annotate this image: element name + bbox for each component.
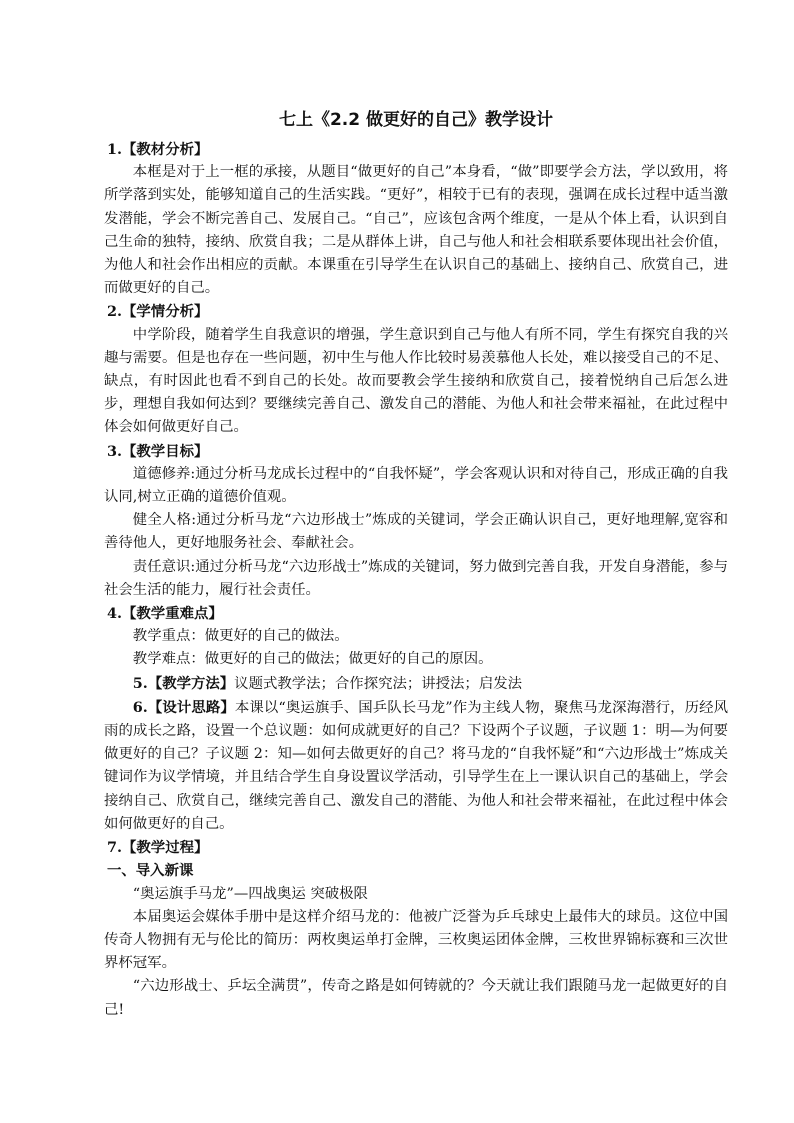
key-point: 教学重点：做更好的自己的做法。 bbox=[132, 628, 349, 645]
goal-moral: 道德修养:通过分析马龙成长过程中的“自我怀疑”，学会客观认识和对待自己，形成正确的自我认同,树立正确的道德价值观。 bbox=[104, 465, 728, 506]
section-heading-teaching-process: 7.【教学过程】 bbox=[107, 839, 209, 857]
section-heading-textbook-analysis: 1.【教材分析】 bbox=[107, 141, 209, 158]
student-analysis-body: 中学阶段，随着学生自我意识的增强，学生意识到自己与他人有所不同，学生有探究自我的兴趣与需要。但是也存在一些问题，初中生与他人作比较时易羡慕他人长处，难以接受自己的不足、缺点，有时因此也看不到自己的长处。故而要教会学生接纳和欣赏自己，接着悦纳自己后怎么进步，理想自我如何达到？要继续完善自己、激发自己的潜能、为他人和社会带来福祉，在此过程中体会如何做更好自己。 bbox=[104, 326, 728, 436]
teaching-methods-body: 议题式教学法；合作探究法；讲授法；启发法 bbox=[234, 675, 522, 692]
design-idea-paragraph bbox=[104, 696, 728, 836]
intro-paragraph-1: 本届奥运会媒体手册中是这样介绍马龙的：他被广泛誉为乒乓球史上最伟大的球员。这位中国传奇人物拥有无与伦比的简历：两枚奥运单打金牌，三枚奥运团体金牌，三枚世界锦标赛和三次世界杯冠军。 bbox=[104, 908, 728, 972]
section-heading-student-analysis: 2.【学情分析】 bbox=[107, 303, 209, 321]
design-idea-body: 本课以“奥运旗手、国乒队长马龙”作为主线人物，聚焦马龙深海潜行，历经风雨的成长之路，设置一个总议题：如何成就更好的自己？下设两个子议题，子议题 1：明—为何要做更好的自己？子议题 2：知—如何去做更好的自己？将马龙的“自我怀疑”和“六边形战士”炼成关键词作为议学情境，并且结合学生自身设置议学活动，引导学生在上一课认识自己的基础上，学会接纳自己、欣赏自己，继续完善自己、激发自己的潜能、为他人和社会带来福祉，在此过程中体会如何做更好的自己。 bbox=[104, 699, 728, 832]
document-title: 七上《2.2 做更好的自己》教学设计 bbox=[278, 110, 554, 130]
textbook-analysis-body: 本框是对于上一框的承接，从题目“做更好的自己”本身看，“做”即要学会方法，学以致用，将所学落到实处，能够知道自己的生活实践。“更好”，相较于已有的表现，强调在成长过程中适当激发潜能，学会不断完善自己、发展自己。“自己”，应该包含两个维度，一是从个体上看，认识到自己生命的独特，接纳、欣赏自我；二是从群体上讲，自己与他人和社会相联系要体现出社会价值，为他人和社会作出相应的贡献。本课重在引导学生在认识自己的基础上、接纳自己、欣赏自己，进而做更好的自己。 bbox=[104, 164, 728, 297]
goal-personality: 健全人格:通过分析马龙“六边形战士”炼成的关键词，学会正确认识自己，更好地理解,宽容和善待他人，更好地服务社会、奉献社会。 bbox=[104, 512, 728, 552]
intro-paragraph-2: “六边形战士、乒坛全满贯”，传奇之路是如何铸就的？今天就让我们跟随马龙一起做更好的自己! bbox=[104, 978, 728, 1018]
teaching-methods-line bbox=[104, 672, 728, 696]
section-heading-key-points: 4.【教学重难点】 bbox=[107, 605, 223, 623]
section-heading-teaching-goals: 3.【教学目标】 bbox=[107, 442, 209, 460]
section-heading-teaching-methods: 5.【教学方法】 bbox=[132, 674, 235, 692]
subheading-introduction: 一、导入新课 bbox=[107, 862, 194, 880]
intro-line: “奥运旗手马龙”—四战奥运 突破极限 bbox=[132, 885, 368, 902]
goal-responsibility: 责任意识:通过分析马龙“六边形战士”炼成的关键词，努力做到完善自我，开发自身潜能，参与社会生活的能力，履行社会责任。 bbox=[104, 558, 728, 598]
difficult-point: 教学难点：做更好的自己的做法；做更好的自己的原因。 bbox=[132, 651, 493, 668]
section-heading-design-idea: 6.【设计思路】 bbox=[132, 698, 235, 716]
document-page bbox=[104, 108, 728, 1022]
